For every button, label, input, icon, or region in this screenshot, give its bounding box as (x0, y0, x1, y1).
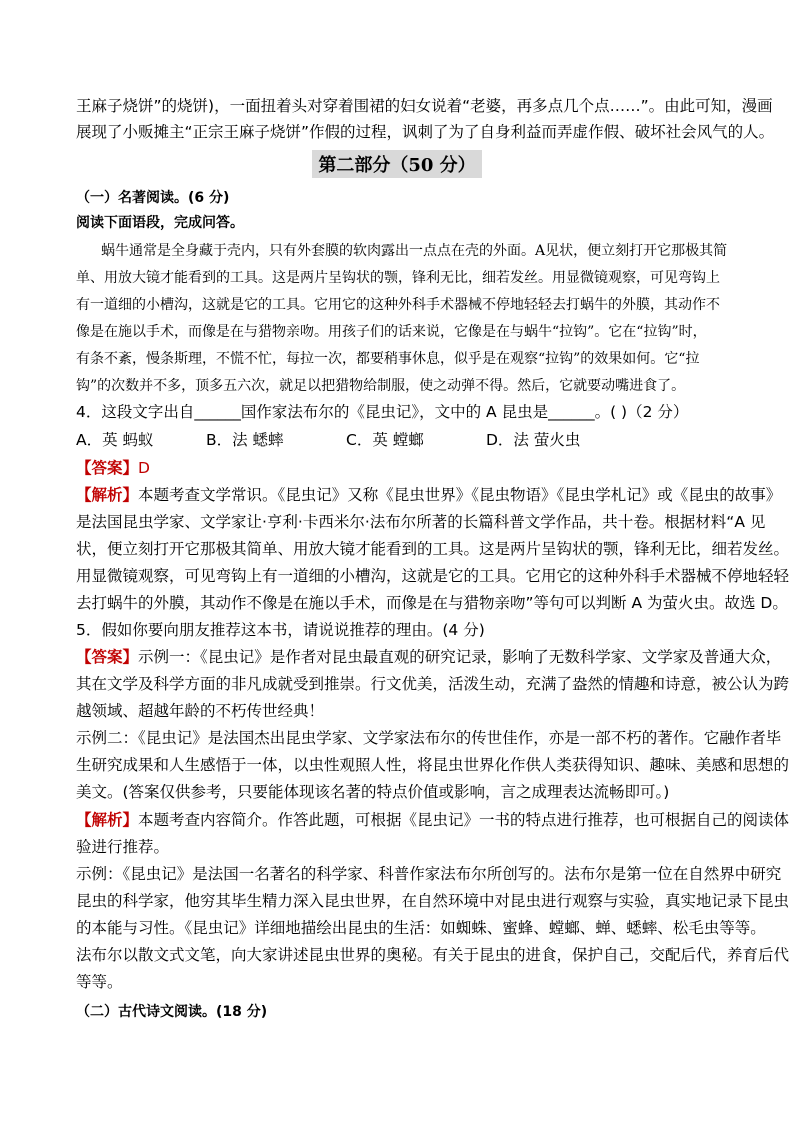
passage-line: 单、用放大镜才能看到的工具。这是两片呈钩状的颚，锋利无比，细若发丝。用显微镜观察，可见弯钩上 (76, 270, 720, 286)
q5-answer-line: 示例二：《昆虫记》是法国杰出昆虫学家、文学家法布尔的传世佳作，亦是一部不朽的著作。它融作者毕 (76, 729, 782, 747)
q5-answer-line: 示例一：《昆虫记》是作者对昆虫最直观的研究记录，影响了无数科学家、文学家及普通大众， (138, 648, 782, 666)
passage-line: 像是在施以手术，而像是在与猎物亲吻。用孩子们的话来说，它像是在与蜗牛“拉钩”。它在“拉钩”时， (76, 324, 707, 340)
q5-answer-row (76, 647, 781, 667)
q4-analysis-line: 是法国昆虫学家、文学家让·亨利·卡西米尔·法布尔所著的长篇科普文学作品，共十卷。根据材料“A 见 (76, 513, 766, 531)
q5-answer-line: 其在文学及科学方面的非凡成就受到推崇。行文优美，活泼生动，充满了盎然的情趣和诗意，被公认为跨 (76, 675, 790, 693)
part-title: 第二部分（50 分） (312, 150, 481, 178)
intro-line-2: 展现了小贩摊主“正宗王麻子烧饼”作假的过程，讽刺了为了自身利益而弄虚作假、破坏社会风气的人。 (76, 123, 775, 141)
option-a: A．英 蚂蚁 (76, 431, 154, 449)
q5-analysis-row (76, 810, 789, 830)
analysis-tag: 【解析】 (76, 811, 139, 829)
section2-heading: （二）古代诗文阅读。(18 分) (76, 1004, 268, 1020)
q4-answer-row (76, 458, 150, 478)
q5-answer-line: 越领域、超越年龄的不朽传世经典！ (76, 702, 325, 720)
q5-answer-line: 美文。(答案仅供参考，只要能体现该名著的特点价值或影响，言之成理表达流畅即可。) (76, 783, 670, 801)
reading-instruction: 阅读下面语段，完成问答。 (76, 215, 244, 231)
q4-analysis-row (76, 485, 781, 505)
option-d: D．法 萤火虫 (486, 431, 581, 449)
answer-tag: 【答案】 (76, 648, 139, 666)
passage-line: 有条不紊，慢条斯理，不慌不忙，每拉一次，都要稍事休息，似乎是在观察“拉钩”的效果如何。它“拉 (76, 351, 700, 367)
analysis-tag: 【解析】 (76, 486, 139, 504)
q4-analysis-line: 去打蜗牛的外膜，其动作不像是在施以手术，而像是在与猎物亲吻”等句可以判断 A 为萤火虫。故选 D。 (76, 594, 788, 612)
q5-analysis-line: 等等。 (76, 973, 123, 991)
q5-analysis-line: 验进行推荐。 (76, 838, 170, 856)
option-b: B．法 蟋蟀 (206, 431, 284, 449)
q5-analysis-line: 的本能与习性。《昆虫记》详细地描绘出昆虫的生活：如蜘蛛、蜜蜂、螳螂、蝉、蟋蟀、松毛虫等等。 (76, 919, 766, 937)
q4-answer: D (138, 459, 150, 477)
passage-line: 有一道细的小槽沟，这就是它的工具。它用它的这种外科手术器械不停地轻轻去打蜗牛的外膜，其动作不 (76, 297, 720, 313)
option-c: C．英 螳螂 (346, 431, 424, 449)
passage-line: 蜗牛通常是全身藏于壳内，只有外套膜的软肉露出一点点在壳的外面。A见状，便立刻打开它那极其简 (101, 243, 728, 259)
q5-analysis-line: 示例：《昆虫记》是法国一名著名的科学家、科普作家法布尔所创写的。法布尔是第一位在自然界中研究 (76, 865, 782, 883)
section1-heading: （一）名著阅读。(6 分) (76, 190, 230, 206)
question-5: 5．假如你要向朋友推荐这本书，请说说推荐的理由。(4 分) (76, 621, 485, 639)
intro-line-1: 王麻子烧饼”的烧饼)，一面扭着头对穿着围裙的妇女说着“老婆，再多点几个点……”。由此可知，漫画 (76, 97, 773, 115)
q5-analysis-line: 本题考查内容简介。作答此题，可根据《昆虫记》一书的特点进行推荐，也可根据自己的阅读体 (138, 811, 790, 829)
passage-line: 钩”的次数并不多，顶多五六次，就足以把猎物给制服，使之动弹不得。然后，它就要动嘴进食了。 (76, 378, 686, 394)
part-title-container (0, 150, 794, 178)
q5-answer-line: 生研究成果和人生感悟于一体，以虫性观照人性，将昆虫世界化作供人类获得知识、趣味、美感和思想的 (76, 756, 790, 774)
answer-tag: 【答案】 (76, 459, 139, 477)
q5-analysis-line: 法布尔以散文式文笔，向大家讲述昆虫世界的奥秘。有关于昆虫的进食，保护自己，交配后代，养育后代 (76, 946, 790, 964)
q4-analysis-line: 用显微镜观察，可见弯钩上有一道细的小槽沟，这就是它的工具。它用它的这种外科手术器械不停地轻轻 (76, 567, 790, 585)
q4-analysis-line: 本题考查文学常识。《昆虫记》又称《昆虫世界》《昆虫物语》《昆虫学札记》或《昆虫的故事》 (138, 486, 782, 504)
q4-analysis-line: 状，便立刻打开它那极其简单、用放大镜才能看到的工具。这是两片呈钩状的颚，锋利无比，细若发丝。 (76, 540, 790, 558)
q5-analysis-line: 昆虫的科学家，他穷其毕生精力深入昆虫世界，在自然环境中对昆虫进行观察与实验，真实地记录下昆虫 (76, 892, 790, 910)
question-4: 4．这段文字出自______国作家法布尔的《昆虫记》，文中的 A 昆虫是______。( )（2 分） (76, 403, 689, 421)
